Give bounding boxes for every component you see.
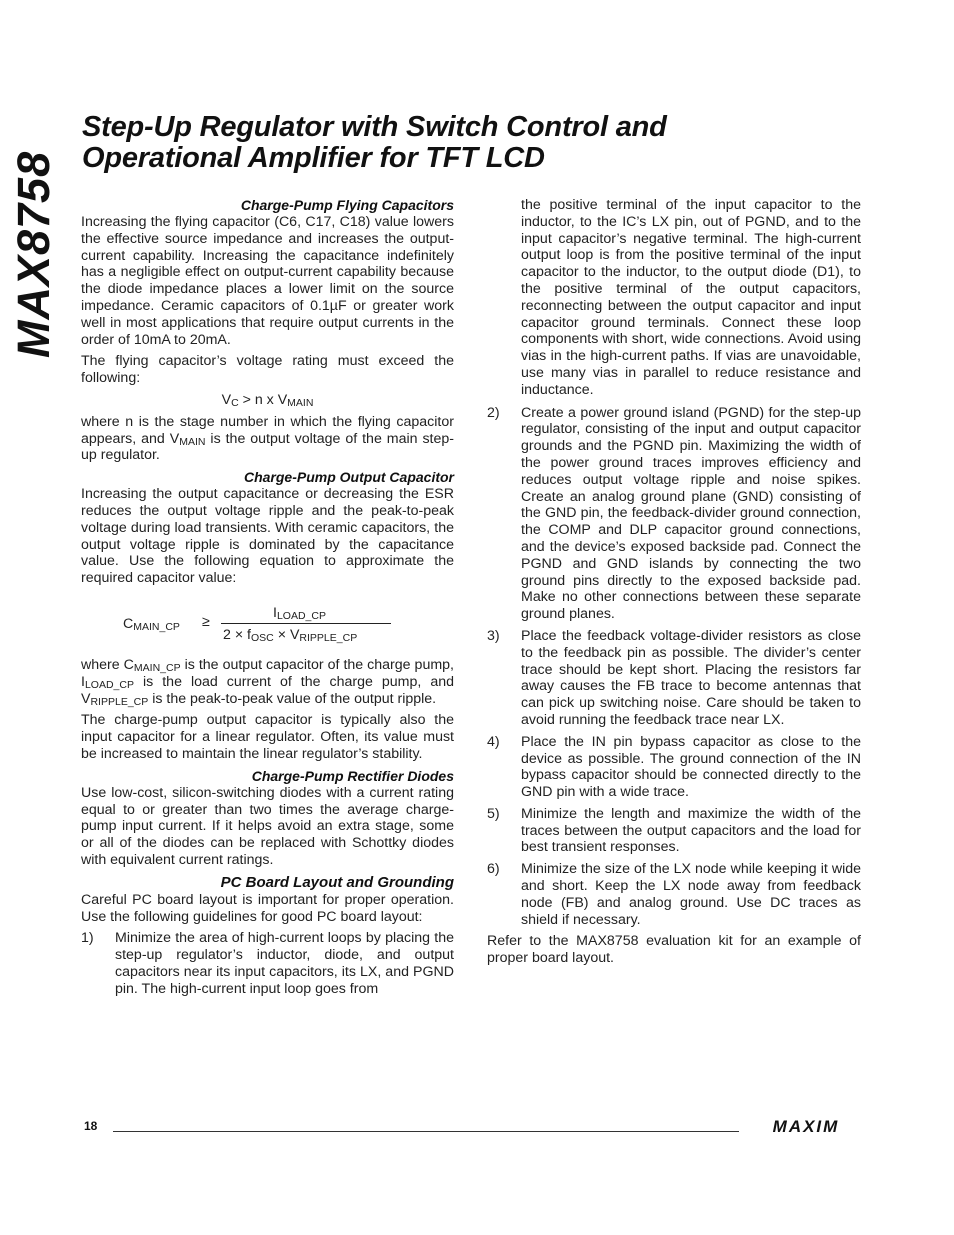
list-item — [487, 628, 861, 729]
list-item-number: 3) — [487, 627, 500, 644]
paragraph-output-2: where $C_{MAIN\_CP}$ is the output capacitor of the charge pump, $I_{LOAD\_CP}$ is the load current of the charge pump, and $V_{RIPPLE\_CP}$ is the peak-to-peak value of the output ripple. — [81, 656, 454, 708]
paragraph-output-3: The charge-pump output capacitor is typically also the input capacitor for a linear regulator. Often, its value must be increased to maintain the linear regulator’s stability. — [81, 712, 454, 762]
list-item-number: 2) — [487, 404, 500, 421]
heading-flying-capacitors: Charge-Pump Flying Capacitors — [240, 197, 454, 213]
list-item-text: Minimize the length and maximize the width of the traces between the output capacitors and the load for best transient responses. — [521, 805, 861, 856]
list-item — [487, 734, 861, 801]
list-item-text: Create a power ground island (PGND) for the step-up regulator, consisting of the input and output capacitor grounds and the PGND pin. Maximizing the width of the power ground traces improves efficiency and reduces output voltage ripple and noise spikes. Create an analog ground plane (GND) consisting of the GND pin, the feedback-divider ground connection, the COMP and DLP capacitor ground connections, and the device’s exposed backside pad. Connect the PGND and GND islands by connecting the two ground pins directly to the exposed backside pad. Make no other connections between these separate ground planes. — [521, 404, 861, 623]
list-item — [81, 930, 454, 997]
list-item — [487, 405, 861, 623]
part-number-side-label: MAX8758 — [8, 150, 59, 358]
heading-rectifier-diodes: Charge-Pump Rectifier Diodes — [251, 767, 454, 784]
page-number: 18 — [84, 1119, 98, 1133]
list-item — [487, 806, 861, 856]
paragraph-flying-1: Increasing the flying capacitor (C6, C17, C18) value lowers the effective source impedance and increases the output-current capability. Increasing the capacitance indefinitely has a negligible effect on output-current capability because the diode impedance places a lower limit on the source impedance. Ceramic capacitors of 0.1µF or greater work well in most applications that require output currents in the order of 10mA to 20mA. — [81, 214, 454, 348]
heading-output-capacitor: Charge-Pump Output Capacitor — [243, 469, 454, 486]
equation-output-capacitor — [81, 592, 454, 654]
equation-lhs: $C_{MAIN\_CP}$ — [123, 615, 180, 633]
equation-numerator: $I_{LOAD\_CP}$ — [273, 604, 326, 622]
footer-divider — [113, 1131, 739, 1132]
equation-geq-symbol: ≥ — [202, 613, 210, 630]
equation-denominator: $2 \times f_{OSC} \times V_{RIPPLE\_CP}$ — [223, 626, 358, 644]
list-item-number: 4) — [487, 733, 500, 750]
list-item-text: Place the feedback voltage-divider resistors as close to the feedback pin as possible. The divider’s center trace should be kept short. Placing the resistors far away causes the FB trace to become antennas that can pick up switching noise. Care should be taken to avoid running the feedback trace near LX. — [521, 627, 861, 728]
title-line-1: Step-Up Regulator with Switch Control and — [82, 111, 667, 143]
paragraph-flying-3: where n is the stage number in which the flying capacitor appears, and $V_{MAIN}$ is the output voltage of the main step-up regulator. — [81, 413, 455, 464]
equation-flying-voltage: $V_C > n$ x $V_{MAIN}$ — [221, 391, 314, 409]
list-item-text: Minimize the area of high-current loops by placing the step-up regulator’s inductor, diode, and output capacitors near its input capacitors, its LX, and PGND pin. The high-current input loop goes from — [115, 930, 454, 997]
list-item-text: Place the IN pin bypass capacitor as close to the device as possible. The ground connection of the IN bypass capacitor should be connected directly to the GND pin with a wide trace. — [521, 733, 861, 801]
list-item-number: 1) — [81, 930, 94, 947]
title-line-2: Operational Amplifier for TFT LCD — [82, 142, 545, 174]
paragraph-pcb: Careful PC board layout is important for proper operation. Use the following guidelines for good PC board layout: — [81, 891, 454, 925]
paragraph-output-1: Increasing the output capacitance or decreasing the ESR reduces the output voltage ripple and the peak-to-peak voltage during load transients. With ceramic capacitors, the output voltage ripple is dominated by the capacitance value. Use the following equation to approximate the required capacitor value: — [81, 486, 454, 587]
paragraph-refer: Refer to the MAX8758 evaluation kit for an example of proper board layout. — [487, 933, 861, 967]
right-column — [487, 197, 861, 972]
list-item-number: 6) — [487, 861, 500, 878]
heading-pcb-layout: PC Board Layout and Grounding — [220, 873, 454, 891]
list-item-continuation: the positive terminal of the input capacitor to the inductor, to the IC’s LX pin, out of PGND, and to the input capacitor’s negative terminal. The high-current output loop is from the positive terminal of the input capacitor to the inductor, to the output diode (D1), to the positive terminal of the output capacitors, reconnecting between the output capacitor and input capacitor ground terminals. Connect these loop components with short, wide connections. Avoid using vias in the high-current paths. If vias are unavoidable, use many vias in parallel to reduce resistance and inductance. — [521, 197, 861, 398]
list-item — [487, 861, 861, 928]
page-title — [82, 112, 882, 174]
paragraph-diodes: Use low-cost, silicon-switching diodes with a current rating equal to or greater than two times the average charge-pump input current. If it helps avoid an extra stage, some or all of the diodes can be replaced with Schottky diodes with equivalent current ratings. — [81, 784, 454, 868]
maxim-logo — [752, 1117, 860, 1135]
list-item-number: 5) — [487, 805, 500, 822]
svg-text:MAXIM: MAXIM — [772, 1117, 840, 1135]
paragraph-flying-2: The flying capacitor’s voltage rating must exceed the following: — [81, 353, 454, 387]
fraction-bar — [221, 623, 391, 624]
list-item-text: Minimize the size of the LX node while keeping it wide and short. Keep the LX node away from feedback node (FB) and analog ground. Use DC traces as shield if necessary. — [521, 861, 861, 928]
left-column — [81, 197, 454, 1002]
